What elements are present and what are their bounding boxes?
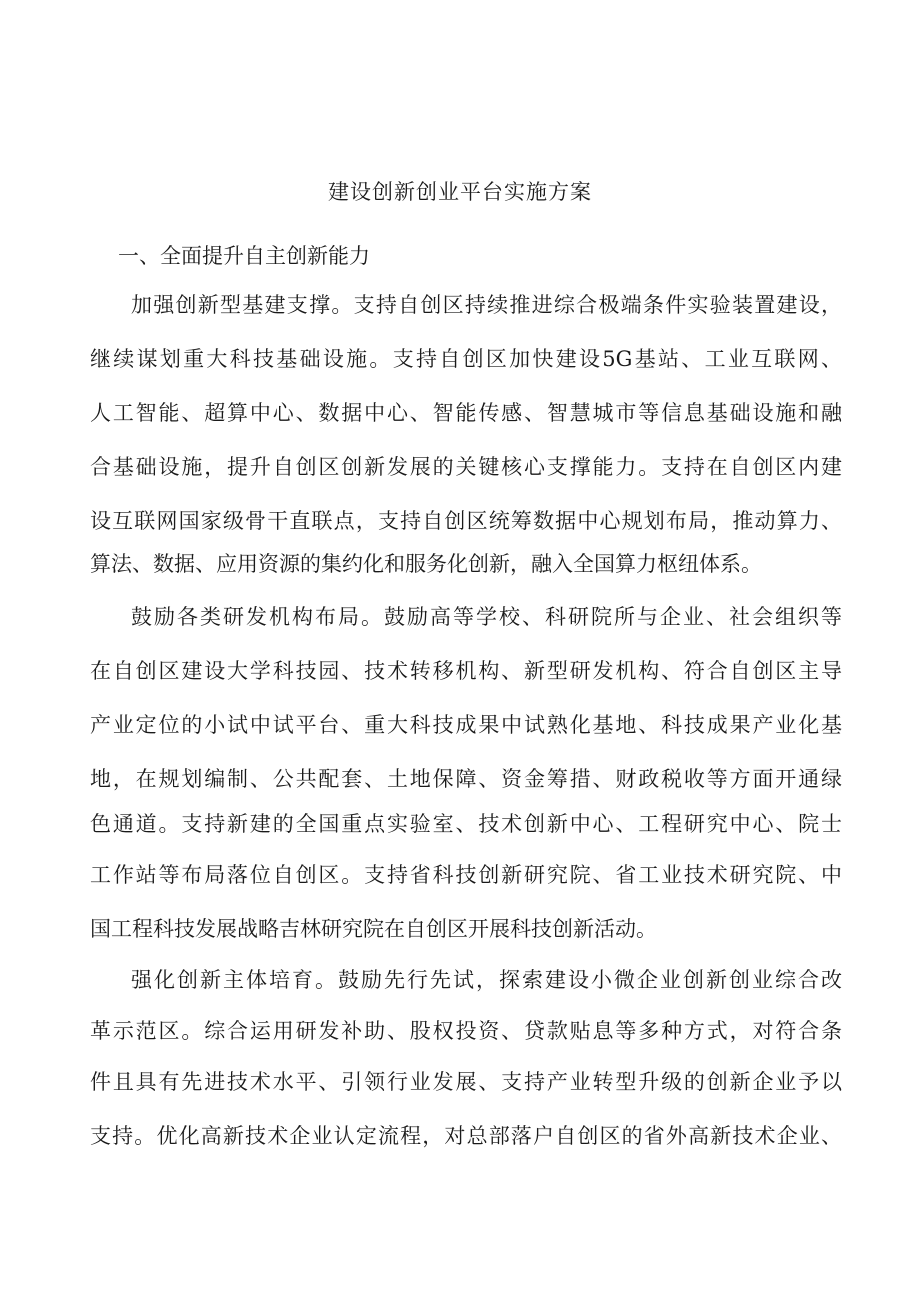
- paragraph-line: 色通道。支持新建的全国重点实验室、技术创新中心、工程研究中心、院士: [90, 812, 842, 836]
- paragraph-line: 人工智能、超算中心、数据中心、智能传感、智慧城市等信息基础设施和融: [90, 401, 842, 425]
- paragraph-line: 合基础设施，提升自创区创新发展的关键核心支撑能力。支持在自创区内建: [90, 455, 842, 479]
- paragraph-line: 加强创新型基建支撑。支持自创区持续推进综合极端条件实验装置建设，: [131, 293, 842, 317]
- paragraph-line: 支持。优化高新技术企业认定流程，对总部落户自创区的省外高新技术企业、: [90, 1124, 842, 1148]
- paragraph-line: 工作站等布局落位自创区。支持省科技创新研究院、省工业技术研究院、中: [90, 863, 842, 887]
- paragraph-line: 鼓励各类研发机构布局。鼓励高等学校、科研院所与企业、社会组织等: [131, 605, 842, 629]
- paragraph-line: 在自创区建设大学科技园、技术转移机构、新型研发机构、符合自创区主导: [90, 659, 842, 683]
- paragraph-line: 国工程科技发展战略吉林研究院在自创区开展科技创新活动。: [90, 917, 657, 941]
- section-heading: 一、全面提升自主创新能力: [118, 244, 370, 268]
- paragraph-line: 革示范区。综合运用研发补助、股权投资、贷款贴息等多种方式，对符合条: [90, 1019, 842, 1043]
- paragraph-line: 算法、数据、应用资源的集约化和服务化创新，融入全国算力枢纽体系。: [90, 552, 762, 576]
- paragraph-line: 继续谋划重大科技基础设施。支持自创区加快建设5G基站、工业互联网、: [90, 347, 842, 371]
- paragraph-line: 设互联网国家级骨干直联点，支持自创区统筹数据中心规划布局，推动算力、: [90, 509, 842, 533]
- paragraph-line: 地，在规划编制、公共配套、土地保障、资金筹措、财政税收等方面开通绿: [90, 767, 842, 791]
- paragraph-line: 件且具有先进技术水平、引领行业发展、支持产业转型升级的创新企业予以: [90, 1070, 842, 1094]
- document-title: 建设创新创业平台实施方案: [328, 180, 592, 204]
- paragraph-line: 强化创新主体培育。鼓励先行先试，探索建设小微企业创新创业综合改: [131, 968, 842, 992]
- paragraph-line: 产业定位的小试中试平台、重大科技成果中试熟化基地、科技成果产业化基: [90, 713, 842, 737]
